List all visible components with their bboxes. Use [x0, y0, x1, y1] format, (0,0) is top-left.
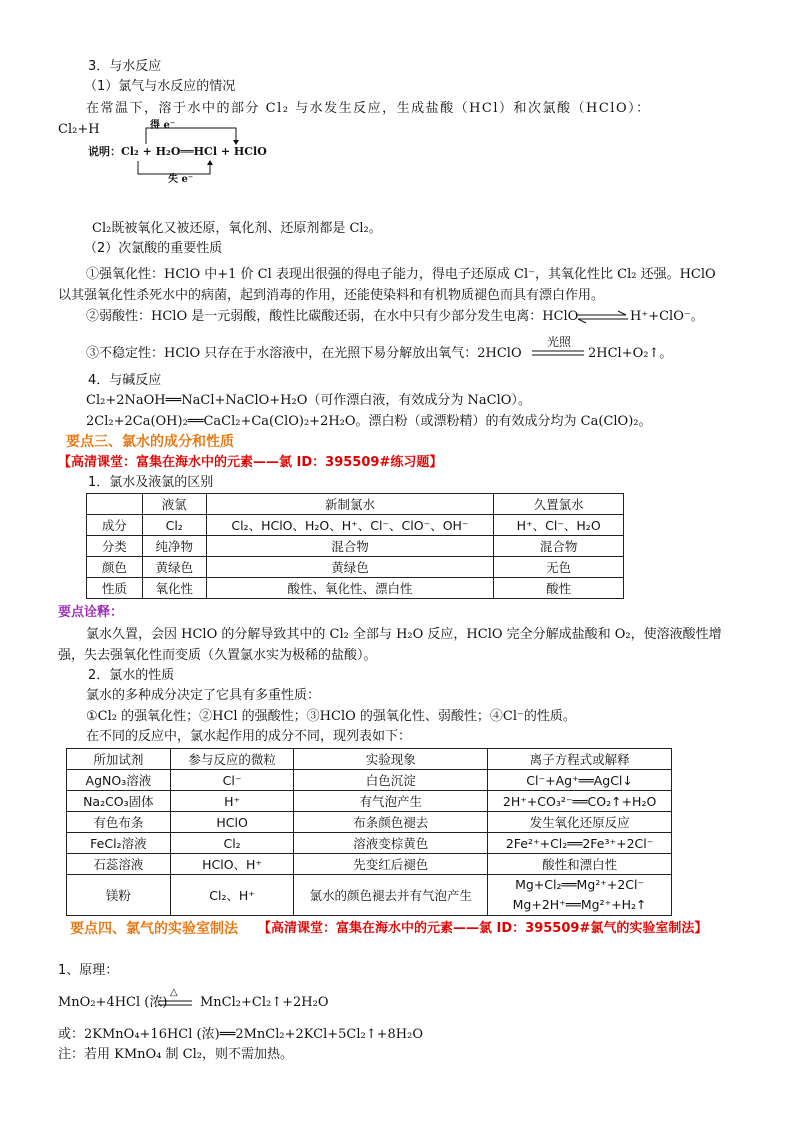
truncated-text: Cl₂+H — [58, 122, 100, 137]
table-cell: 白色沉淀 — [294, 770, 488, 791]
equation-line: 或：2KMnO₄+16HCl (浓)══2MnCl₂+2KCl+5Cl₂↑+8H₂O — [58, 1027, 423, 1042]
paragraph: 在不同的反应中，氯水起作用的成分不同，现列表如下： — [86, 729, 412, 744]
double-line-arrow-icon — [157, 998, 193, 1008]
table-cell: 久置氯水 — [494, 494, 624, 515]
explain-label: 要点诠释： — [58, 605, 124, 620]
table-cell: HClO、H⁺ — [170, 854, 294, 875]
table-cell: Cl₂、H⁺ — [170, 875, 294, 916]
table-cell: 布条颜色褪去 — [294, 812, 488, 833]
double-line-arrow-icon — [530, 348, 586, 358]
table-cell: AgNO₃溶液 — [67, 770, 171, 791]
paragraph: 强，失去强氧化性而变质（久置氯水实为极稀的盐酸）。 — [58, 648, 377, 663]
table-cell: 性质 — [87, 578, 143, 599]
equation-line: Cl₂+2NaOH══NaCl+NaClO+H₂O（可作漂白液，有效成分为 NaClO）。 — [86, 393, 531, 408]
subheading: 1、原理： — [58, 963, 119, 978]
equation-left: MnO₂+4HCl (浓) — [58, 995, 168, 1010]
table-cell: FeCl₂溶液 — [67, 833, 171, 854]
table-row — [67, 812, 672, 833]
paragraph: 氯水久置，会因 HClO 的分解导致其中的 Cl₂ 全部与 H₂O 反应，HClO 完全分解成盐酸和 O₂，使溶液酸性增 — [86, 627, 722, 642]
table-cell: H⁺ — [170, 791, 294, 812]
lose-electron-label: 失 e⁻ — [168, 174, 194, 185]
table-cell: HClO — [170, 812, 294, 833]
table-row — [67, 875, 672, 916]
table-cell: 酸性、氧化性、漂白性 — [206, 578, 494, 599]
table-cell: 黄绿色 — [142, 557, 206, 578]
course-link[interactable]: 【高清课堂：富集在海水中的元素——氯 ID：395509#练习题】 — [58, 455, 443, 470]
table-row — [67, 791, 672, 812]
table-cell: H⁺、Cl⁻、H₂O — [494, 515, 624, 536]
table-header-row — [67, 749, 672, 770]
table-cell: 参与反应的微粒 — [170, 749, 294, 770]
paragraph: ③不稳定性：HClO 只存在于水溶液中，在光照下易分解放出氧气：2HClO — [86, 346, 522, 361]
paragraph: ②弱酸性：HClO 是一元弱酸，酸性比碳酸还弱，在水中只有少部分发生电离：HClO — [86, 309, 579, 324]
subheading: （2）次氯酸的重要性质 — [84, 241, 223, 256]
electron-transfer-diagram — [88, 118, 268, 190]
table-row — [67, 833, 672, 854]
table-cell: 溶液变棕黄色 — [294, 833, 488, 854]
section-heading: 3．与水反应 — [88, 59, 162, 74]
table-row — [87, 536, 624, 557]
table-cell: Na₂CO₃固体 — [67, 791, 171, 812]
table-cell: 实验现象 — [294, 749, 488, 770]
table-row — [87, 578, 624, 599]
table-cell: 所加试剂 — [67, 749, 171, 770]
paragraph: 在常温下，溶于水中的部分 Cl₂ 与水发生反应，生成盐酸（HCl）和次氯酸（HClO）： — [86, 101, 651, 116]
subheading: （1）氯气与水反应的情况 — [84, 79, 236, 94]
subheading: 2．氯水的性质 — [88, 668, 175, 683]
table-cell: 混合物 — [206, 536, 494, 557]
table-cell-multiline — [488, 875, 672, 916]
section-heading: 4．与碱反应 — [88, 373, 162, 388]
gain-electron-label: 得 e⁻ — [150, 120, 176, 131]
table-cell: 2Fe²⁺+Cl₂══2Fe³⁺+2Cl⁻ — [488, 833, 672, 854]
table-cell: 酸性 — [494, 578, 624, 599]
table-cell: 氧化性 — [142, 578, 206, 599]
cell-line: Mg+Cl₂══Mg²⁺+2Cl⁻ — [515, 877, 645, 892]
paragraph: 氯水的多种成分决定了它具有多重性质： — [86, 688, 321, 703]
chlorine-water-reactions-table — [66, 748, 672, 916]
note-text: Cl₂既被氧化又被还原，氧化剂、还原剂都是 Cl₂。 — [92, 221, 382, 236]
table-header-row — [87, 494, 624, 515]
heat-condition-icon: △ — [170, 987, 178, 998]
paragraph-end: H⁺+ClO⁻。 — [630, 309, 704, 324]
section-title: 要点三、氯水的成分和性质 — [66, 434, 234, 450]
table-cell: 颜色 — [87, 557, 143, 578]
table-cell: Cl₂、HClO、H₂O、H⁺、Cl⁻、ClO⁻、OH⁻ — [206, 515, 494, 536]
equation-line: 2Cl₂+2Ca(OH)₂══CaCl₂+Ca(ClO)₂+2H₂O。漂白粉（或漂粉精）的有效成分均为 Ca(ClO)₂。 — [86, 414, 652, 429]
table-cell: 无色 — [494, 557, 624, 578]
table-cell: 黄绿色 — [206, 557, 494, 578]
table-cell: 镁粉 — [67, 875, 171, 916]
table-row — [87, 557, 624, 578]
table-cell — [87, 494, 143, 515]
table-cell: 酸性和漂白性 — [488, 854, 672, 875]
paragraph: 以其强氧化性杀死水中的病菌，起到消毒的作用，还能使染料和有机物质褪色而具有漂白作用。 — [58, 288, 605, 303]
table-cell: 液氯 — [142, 494, 206, 515]
table-cell: 纯净物 — [142, 536, 206, 557]
table-cell: 分类 — [87, 536, 143, 557]
table-cell: 氯水的颜色褪去并有气泡产生 — [294, 875, 488, 916]
section-title: 要点四、氯气的实验室制法 — [70, 921, 238, 937]
condition-label: 光照 — [547, 335, 572, 349]
table-cell: Cl⁻+Ag⁺══AgCl↓ — [488, 770, 672, 791]
cell-line: Mg+2H⁺══Mg²⁺+H₂↑ — [512, 897, 647, 912]
table-cell: 离子方程式或解释 — [488, 749, 672, 770]
diagram-equation: 说明：Cl₂ + H₂O══HCl + HClO — [88, 145, 267, 158]
equation-right: MnCl₂+Cl₂↑+2H₂O — [200, 995, 329, 1010]
paragraph-end: 2HCl+O₂↑。 — [588, 346, 673, 361]
table-cell: Cl⁻ — [170, 770, 294, 791]
table-cell: Cl₂ — [170, 833, 294, 854]
table-row — [87, 515, 624, 536]
table-cell: 发生氧化还原反应 — [488, 812, 672, 833]
paragraph: ①Cl₂ 的强氧化性；②HCl 的强酸性；③HClO 的强氧化性、弱酸性；④Cl⁻的性质。 — [86, 709, 576, 724]
table-cell: 先变红后褪色 — [294, 854, 488, 875]
note-text: 注：若用 KMnO₄ 制 Cl₂，则不需加热。 — [58, 1047, 293, 1062]
table-row — [67, 854, 672, 875]
table-cell: 新制氯水 — [206, 494, 494, 515]
table-cell: 成分 — [87, 515, 143, 536]
table-cell: 混合物 — [494, 536, 624, 557]
course-link[interactable]: 【高清课堂：富集在海水中的元素——氯 ID：395509#氯气的实验室制法】 — [258, 921, 708, 936]
table-row — [67, 770, 672, 791]
chlorine-water-table — [86, 493, 624, 599]
table-cell: Cl₂ — [142, 515, 206, 536]
table-cell: 石蕊溶液 — [67, 854, 171, 875]
paragraph: ①强氧化性：HClO 中+1 价 Cl 表现出很强的得电子能力，得电子还原成 Cl⁻，其氧化性比 Cl₂ 还强。HClO — [86, 267, 716, 282]
table-cell: 有气泡产生 — [294, 791, 488, 812]
table-cell: 有色布条 — [67, 812, 171, 833]
table-cell: 2H⁺+CO₃²⁻══CO₂↑+H₂O — [488, 791, 672, 812]
reversible-arrow-icon — [574, 309, 630, 325]
subheading: 1．氯水及液氯的区别 — [88, 475, 214, 490]
